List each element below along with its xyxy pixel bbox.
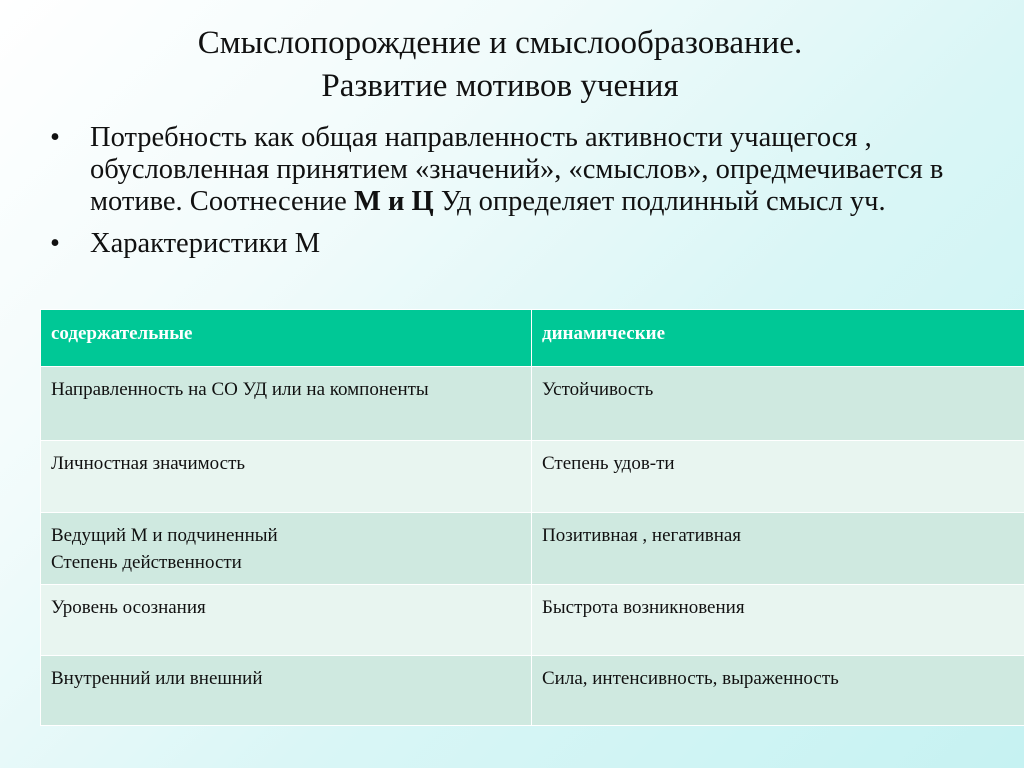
table-cell: Степень удов-ти (532, 441, 1024, 513)
bullet-text-bold: М и Ц (353, 186, 434, 217)
bullet-list (46, 122, 1006, 270)
table-cell: Позитивная , негативная (532, 513, 1024, 585)
table-cell: Внутренний или внешний (41, 656, 532, 726)
bullet-item-need (46, 122, 1006, 218)
table-header-row (41, 310, 1024, 367)
bullet-marker: • (50, 122, 60, 153)
slide-title-line-1: Смыслопорождение и смыслообразование. (197, 25, 803, 61)
slide-title-line-2: Развитие мотивов учения (321, 68, 679, 104)
table-cell: Направленность на СО УД или на компоненты (41, 367, 532, 441)
bullet-text-part-1: Потребность как общая направленность активности учащегося , обусловленная принятием «значений», «смыслов», опредмечивается в мотиве. Соотнесение (90, 122, 944, 217)
bullet-marker: • (50, 228, 60, 259)
bullet-text: Характеристики М (90, 228, 321, 259)
table-row (41, 441, 1024, 513)
table-cell: Уровень осознания (41, 585, 532, 656)
table-cell: Ведущий М и подчиненный Степень действенности (41, 513, 532, 585)
characteristics-table (40, 309, 1024, 726)
table-row (41, 656, 1024, 726)
table-cell: Личностная значимость (41, 441, 532, 513)
table-cell: Быстрота возникновения (532, 585, 1024, 656)
table-header-content: содержательные (41, 310, 532, 367)
table-cell: Сила, интенсивность, выраженность (532, 656, 1024, 726)
bullet-text-part-2: Уд определяет подлинный смысл уч. (433, 186, 886, 217)
table-row (41, 367, 1024, 441)
table-header-dynamic: динамические (532, 310, 1024, 367)
table-row (41, 513, 1024, 585)
table-row (41, 585, 1024, 656)
slide-title (0, 22, 1000, 108)
table-cell: Устойчивость (532, 367, 1024, 441)
bullet-item-characteristics (46, 228, 1006, 260)
